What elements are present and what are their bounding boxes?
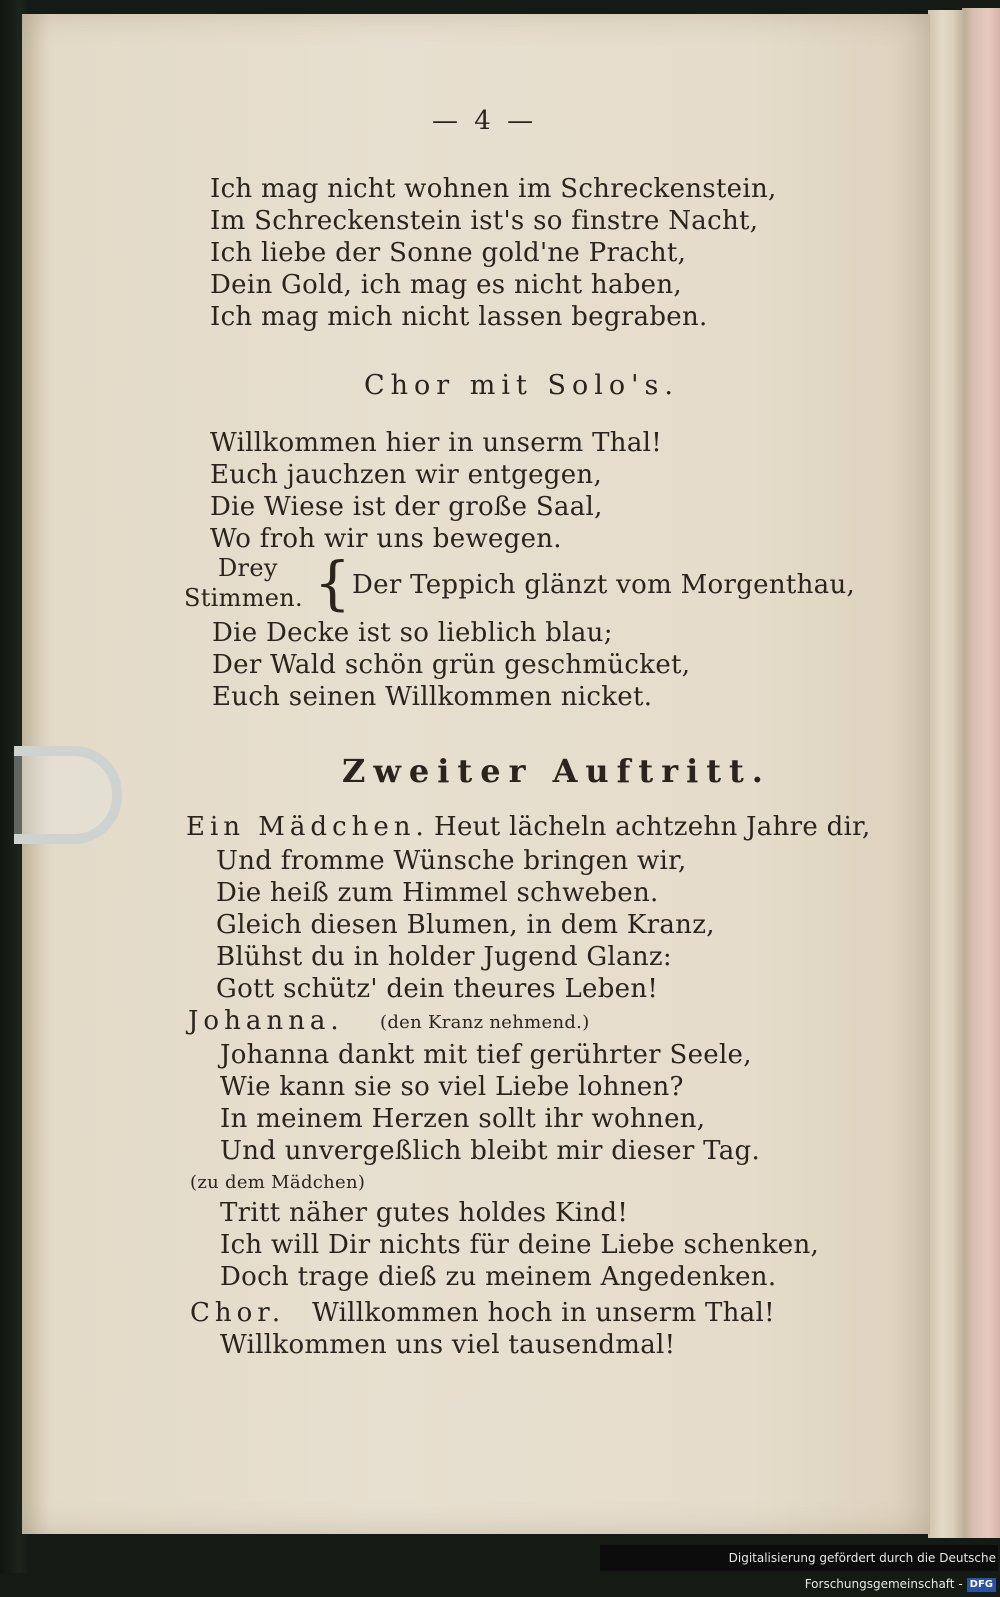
verse-line: Dein Gold, ich mag es nicht haben, (210, 270, 682, 300)
speaker-name: Ein Mädchen. (186, 812, 429, 842)
stage-direction: (den Kranz nehmend.) (380, 1012, 590, 1033)
verse-line: Die Decke ist so lieblich blau; (212, 618, 613, 648)
dfg-logo: DFG (967, 1578, 996, 1592)
verse-line: Wie kann sie so viel Liebe lohnen? (220, 1072, 684, 1102)
verse-line: Gleich diesen Blumen, in dem Kranz, (216, 910, 715, 940)
verse-line: Willkommen hoch in unserm Thal! (312, 1298, 775, 1328)
book-page (22, 14, 930, 1534)
verse-line: Gott schütz' dein theures Leben! (216, 974, 659, 1004)
verse-line: Ich will Dir nichts für deine Liebe schenken, (220, 1230, 820, 1260)
voices-label-line2: Stimmen. (184, 584, 303, 612)
verse-line: Der Teppich glänzt vom Morgenthau, (352, 570, 856, 600)
verse-line: Im Schreckenstein ist's so finstre Nacht, (210, 206, 759, 236)
next-page-edge (962, 8, 1000, 1538)
page-edge (928, 10, 964, 1538)
scene-heading: Zweiter Auftritt. (342, 752, 771, 790)
page-number: — 4 — (432, 106, 538, 136)
verse-line: Blühst du in holder Jugend Glanz: (216, 942, 672, 972)
verse-line: Heut lächeln achtzehn Jahre dir, (434, 812, 871, 842)
digitization-credit (600, 1545, 998, 1591)
verse-line: Willkommen uns viel tausendmal! (220, 1330, 676, 1360)
verse-line: Ich mag mich nicht lassen begraben. (210, 302, 708, 332)
verse-line: Die heiß zum Himmel schweben. (216, 878, 659, 908)
verse-line: Ich liebe der Sonne gold'ne Pracht, (210, 238, 687, 268)
verse-line: Der Wald schön grün geschmücket, (212, 650, 691, 680)
verse-line: Ich mag nicht wohnen im Schreckenstein, (210, 174, 777, 204)
voices-label-line1: Drey (218, 554, 278, 582)
verse-line: In meinem Herzen sollt ihr wohnen, (220, 1104, 706, 1134)
verse-line: Wo froh wir uns bewegen. (210, 524, 562, 554)
paper-clip (14, 746, 122, 844)
verse-line: Und unvergeßlich bleibt mir dieser Tag. (220, 1136, 761, 1166)
verse-line: Euch seinen Willkommen nicket. (212, 682, 653, 712)
verse-line: Willkommen hier in unserm Thal! (210, 428, 663, 458)
verse-line: Doch trage dieß zu meinem Angedenken. (220, 1262, 777, 1292)
verse-line: Die Wiese ist der große Saal, (210, 492, 603, 522)
credit-text: Digitalisierung gefördert durch die Deutsche Forschungsgemeinschaft - (728, 1551, 996, 1591)
speaker-name: Johanna. (188, 1006, 344, 1036)
stage-direction: (zu dem Mädchen) (190, 1172, 366, 1193)
brace-symbol: { (314, 549, 351, 617)
verse-line: Und fromme Wünsche bringen wir, (216, 846, 687, 876)
chorus-heading: Chor mit Solo's. (364, 370, 679, 401)
speaker-name: Chor. (190, 1298, 286, 1328)
verse-line: Tritt näher gutes holdes Kind! (220, 1198, 629, 1228)
verse-line: Euch jauchzen wir entgegen, (210, 460, 603, 490)
verse-line: Johanna dankt mit tief gerührter Seele, (220, 1040, 752, 1070)
